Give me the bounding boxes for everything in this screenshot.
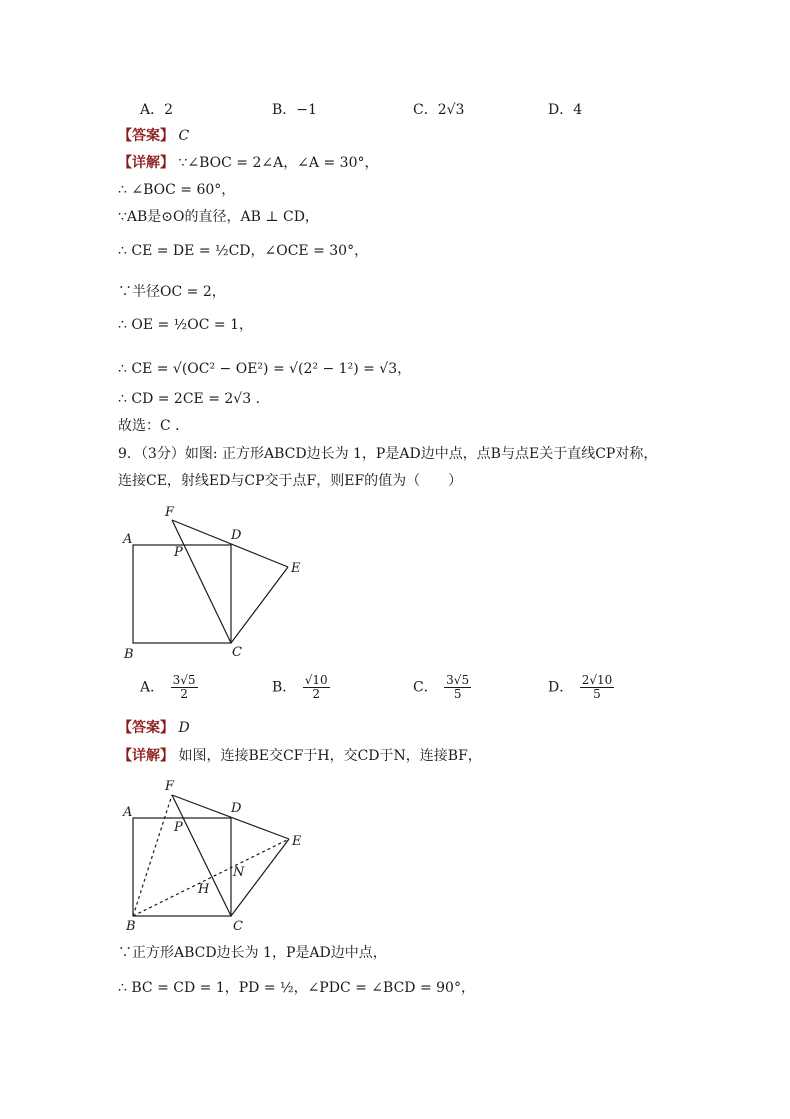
answer-tag: 【答案】 — [118, 720, 174, 736]
detail-line: ∴ CD = 2CE = 2√3 ． — [118, 391, 270, 407]
label-f: F — [165, 779, 175, 794]
q9-figure-1 — [118, 500, 318, 665]
detail-line: ∵∠BOC = 2∠A，∠A = 30°， — [178, 155, 379, 171]
q8-detail-row — [118, 153, 379, 173]
detail-line: ∴ ∠BOC = 60°， — [118, 182, 236, 198]
line-fc — [172, 520, 231, 643]
detail-tag: 【详解】 — [118, 155, 174, 171]
q9-option-c: C． $\frac{3√5}{5}$ — [413, 673, 470, 701]
label-e: E — [292, 834, 302, 849]
label-a: A — [123, 532, 133, 547]
answer-value: C — [178, 128, 190, 144]
label-p: P — [174, 820, 183, 835]
answer-value: D — [178, 720, 190, 736]
label-f: F — [165, 505, 175, 520]
detail-line: ∴ CE = DE = ½CD，∠OCE = 30°， — [118, 243, 369, 259]
line-fe — [172, 520, 288, 567]
line-be-dashed — [133, 839, 289, 916]
label-d: D — [231, 528, 242, 543]
line-ec — [231, 567, 288, 643]
answer-tag: 【答案】 — [118, 128, 174, 144]
label-b: B — [124, 647, 134, 662]
label-d: D — [231, 801, 242, 816]
label-e: E — [291, 561, 301, 576]
q8-option-c: C．2√3 — [413, 102, 465, 118]
q9-stem-line1: 9．（3分）如图: 正方形ABCD边长为 1，P是AD边中点，点B与点E关于直线CP对称， — [118, 446, 658, 462]
q9-detail-row — [118, 746, 482, 766]
detail-line: ∴ BC = CD = 1，PD = ½，∠PDC = ∠BCD = 90°， — [118, 980, 475, 996]
detail-line: ∴ CE = √(OC² − OE²) = √(2² − 1²) = √3， — [118, 361, 412, 377]
q9-stem-line2: 连接CE，射线ED与CP交于点F，则EF的值为（ ） — [118, 473, 463, 489]
detail-line: ∵AB是⊙O的直径，AB ⊥ CD， — [118, 209, 319, 225]
detail-line: 故选：C ． — [118, 418, 190, 434]
label-a: A — [123, 805, 133, 820]
q8-option-d: D．4 — [548, 102, 583, 118]
label-p: P — [174, 545, 183, 560]
q9-option-d: D． $\frac{2√10}{5}$ — [548, 673, 613, 701]
q8-answer-row — [118, 126, 189, 146]
label-c: C — [232, 645, 242, 660]
q9-option-b: B． $\frac{√10}{2}$ — [272, 673, 328, 701]
label-n: N — [233, 865, 245, 880]
label-b: B — [126, 919, 136, 934]
q8-option-a: A．2 — [140, 102, 174, 118]
line-fc — [172, 795, 231, 916]
detail-line: ∴ OE = ½OC = 1， — [118, 317, 253, 333]
q9-figure-2 — [118, 772, 318, 937]
detail-tag: 【详解】 — [118, 748, 174, 764]
q8-option-b: B．−1 — [272, 102, 317, 118]
label-c: C — [233, 919, 243, 934]
q9-answer-row — [118, 718, 190, 738]
label-h: H — [198, 882, 210, 897]
q9-option-a: A． $\frac{3√5}{2}$ — [140, 673, 196, 701]
detail-line: ∵正方形ABCD边长为 1，P是AD边中点， — [118, 945, 387, 961]
detail-line: ∵半径OC = 2， — [118, 284, 226, 300]
line-bf-dashed — [133, 795, 172, 916]
detail-line: 如图，连接BE交CF于H，交CD于N，连接BF， — [178, 748, 482, 764]
